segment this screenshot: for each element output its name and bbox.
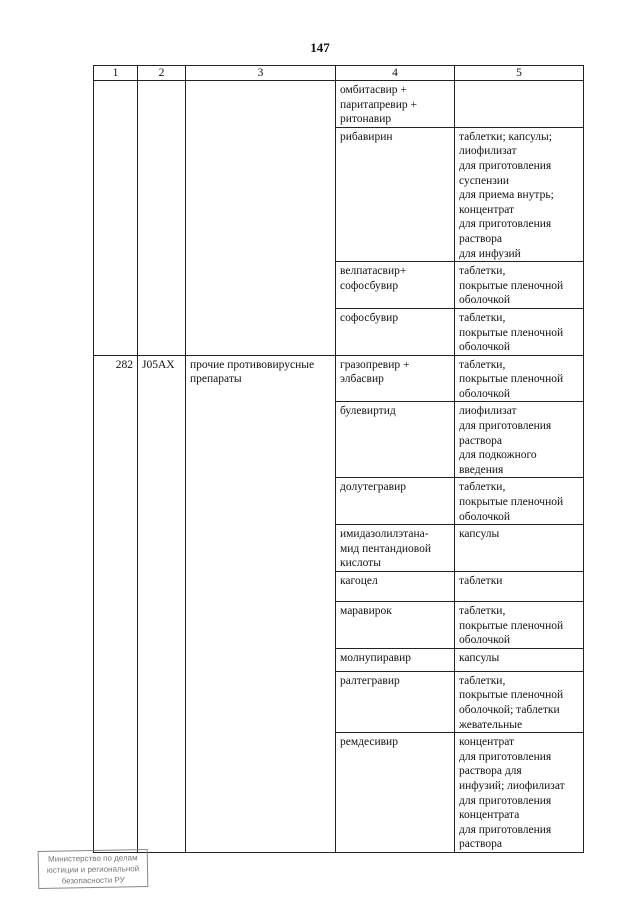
dosage-form: таблетки, покрытые пленочной оболочкой	[455, 478, 584, 525]
drug-name: рибавирин	[336, 127, 455, 261]
dosage-form: таблетки, покрытые пленочной оболочкой	[455, 308, 584, 355]
dosage-form	[455, 81, 584, 128]
drug-name: ралтегравир	[336, 671, 455, 732]
certification-stamp	[38, 849, 149, 889]
cell-code-empty	[138, 81, 186, 356]
drug-name: молнупиравир	[336, 648, 455, 671]
drug-name: имидазолилэтана- мид пентандиовой кислоты	[336, 525, 455, 572]
header-col-3: 3	[186, 66, 336, 81]
atc-code: J05AX	[138, 355, 186, 852]
cell-group-empty	[186, 81, 336, 356]
header-col-2: 2	[138, 66, 186, 81]
group-name: прочие противовирусные препараты	[186, 355, 336, 852]
drug-name: велпатасвир+ софосбувир	[336, 262, 455, 309]
header-row	[94, 66, 584, 81]
drug-name: кагоцел	[336, 572, 455, 602]
dosage-form: концентрат для приготовления раствора для инфузий; лиофилизат для приготовления концентрата для приготовления раствора	[455, 733, 584, 853]
drug-name: булевиртид	[336, 402, 455, 478]
header-col-4: 4	[336, 66, 455, 81]
drug-name: гразопревир + элбасвир	[336, 355, 455, 402]
dosage-form: капсулы	[455, 525, 584, 572]
cell-num-empty	[94, 81, 138, 356]
dosage-form: таблетки, покрытые пленочной оболочкой	[455, 602, 584, 649]
dosage-form: таблетки	[455, 572, 584, 602]
dosage-form: таблетки; капсулы; лиофилизат для приготовления суспензии для приема внутрь; концентрат для приготовления раствора для инфузий	[455, 127, 584, 261]
table-row	[94, 355, 584, 402]
dosage-form: лиофилизат для приготовления раствора для подкожного введения	[455, 402, 584, 478]
page-number: 147	[310, 40, 330, 55]
drug-name: долутегравир	[336, 478, 455, 525]
group-number: 282	[94, 355, 138, 852]
drug-table	[93, 65, 584, 853]
drug-name: софосбувир	[336, 308, 455, 355]
table-row	[94, 81, 584, 128]
header-col-5: 5	[455, 66, 584, 81]
dosage-form: таблетки, покрытые пленочной оболочкой; таблетки жевательные	[455, 671, 584, 732]
drug-name: маравирок	[336, 602, 455, 649]
dosage-form: таблетки, покрытые пленочной оболочкой	[455, 355, 584, 402]
drug-name: ремдесивир	[336, 733, 455, 853]
dosage-form: капсулы	[455, 648, 584, 671]
stamp-text: Министерство по делам юстиции и региональной безопасности РУ	[46, 853, 140, 886]
drug-name: омбитасвир + паритапревир + ритонавир	[336, 81, 455, 128]
dosage-form: таблетки, покрытые пленочной оболочкой	[455, 262, 584, 309]
header-col-1: 1	[94, 66, 138, 81]
